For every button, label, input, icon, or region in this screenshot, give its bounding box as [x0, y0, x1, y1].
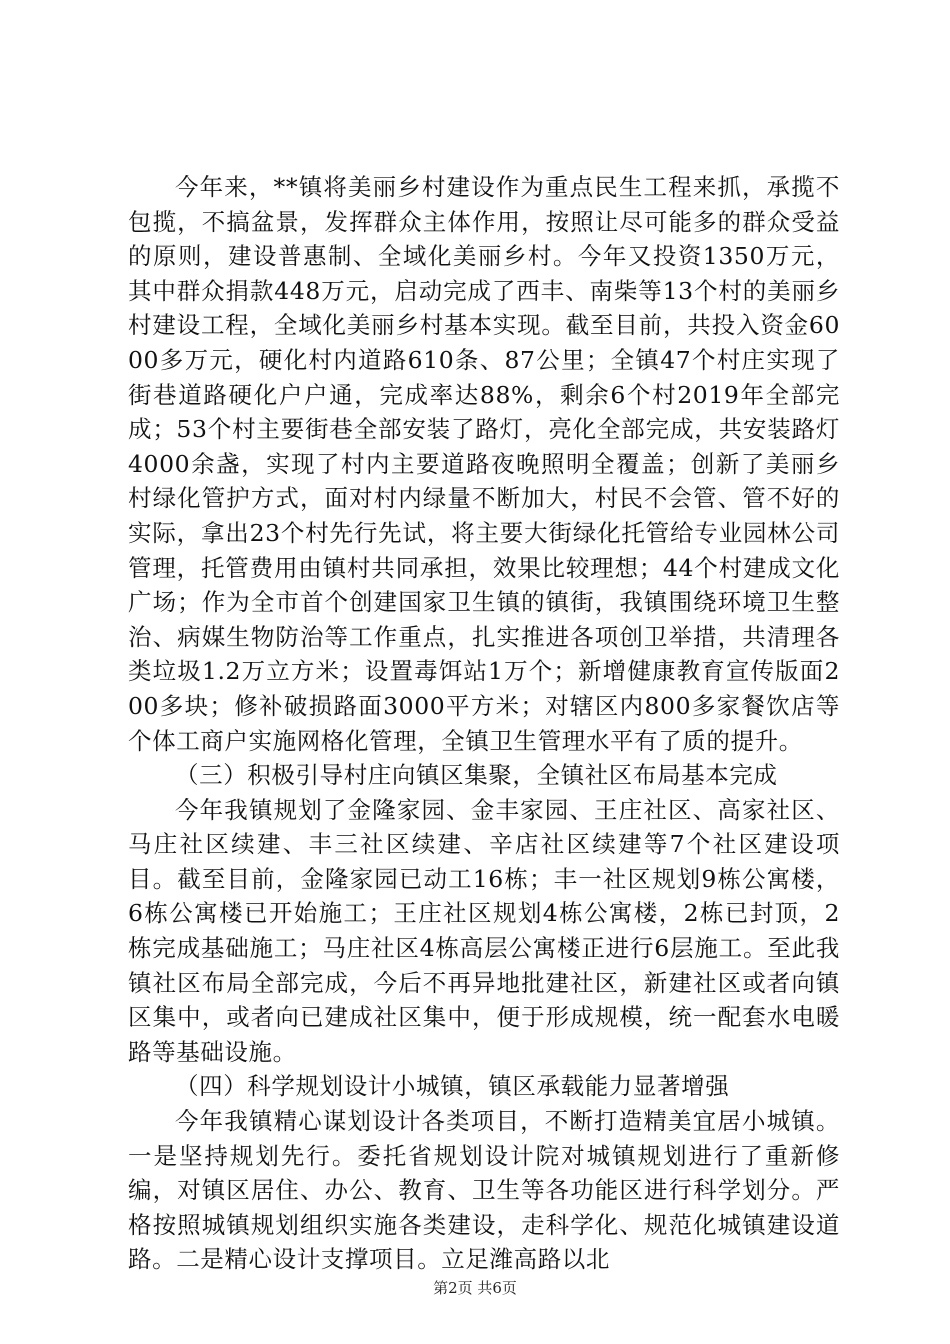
document-body [128, 170, 840, 1277]
paragraph-town-planning: 今年我镇精心谋划设计各类项目，不断打造精美宜居小城镇。一是坚持规划先行。委托省规划设计院对城镇规划进行了重新修编，对镇区居住、办公、教育、卫生等各功能区进行科学划分。严格按照城镇规划组织实施各类建设，走科学化、规范化城镇建设道路。二是精心设计支撑项目。立足潍高路以北 [128, 1107, 840, 1274]
section-heading-3: （三）积极引导村庄向镇区集聚，全镇社区布局基本完成 [175, 761, 778, 790]
section-heading-4: （四）科学规划设计小城镇，镇区承载能力显著增强 [175, 1072, 730, 1101]
page-number-footer: 第2页 共6页 [433, 1279, 517, 1297]
paragraph-rural-construction: 今年来，**镇将美丽乡村建设作为重点民生工程来抓，承揽不包揽，不搞盆景，发挥群众主体作用，按照让尽可能多的群众受益的原则，建设普惠制、全域化美丽乡村。今年又投资1350万元，其中群众捐款448万元，启动完成了西丰、南柴等13个村的美丽乡村建设工程，全域化美丽乡村基本实现。截至目前，共投入资金6000多万元，硬化村内道路610条、87公里；全镇47个村庄实现了街巷道路硬化户户通，完成率达88%，剩余6个村2019年全部完成；53个村主要街巷全部安装了路灯，亮化全部完成，共安装路灯4000余盏，实现了村内主要道路夜晚照明全覆盖；创新了美丽乡村绿化管护方式，面对村内绿量不断加大，村民不会管、管不好的实际，拿出23个村先行先试，将主要大街绿化托管给专业园林公司管理，托管费用由镇村共同承担，效果比较理想；44个村建成文化广场；作为全市首个创建国家卫生镇的镇街，我镇围绕环境卫生整治、病媒生物防治等工作重点，扎实推进各项创卫举措，共清理各类垃圾1.2万立方米；设置毒饵站1万个；新增健康教育宣传版面200多块；修补破损路面3000平方米；对辖区内800多家餐饮店等个体工商户实施网格化管理，全镇卫生管理水平有了质的提升。 [128, 173, 840, 755]
paragraph-community-layout: 今年我镇规划了金隆家园、金丰家园、王庄社区、高家社区、马庄社区续建、丰三社区续建、辛店社区续建等7个社区建设项目。截至目前，金隆家园已动工16栋；丰一社区规划9栋公寓楼，6栋公寓楼已开始施工；王庄社区规划4栋公寓楼，2栋已封顶，2栋完成基础施工；马庄社区4栋高层公寓楼正进行6层施工。至此我镇社区布局全部完成，今后不再异地批建社区，新建社区或者向镇区集中，或者向已建成社区集中，便于形成规模，统一配套水电暖路等基础设施。 [128, 795, 840, 1066]
